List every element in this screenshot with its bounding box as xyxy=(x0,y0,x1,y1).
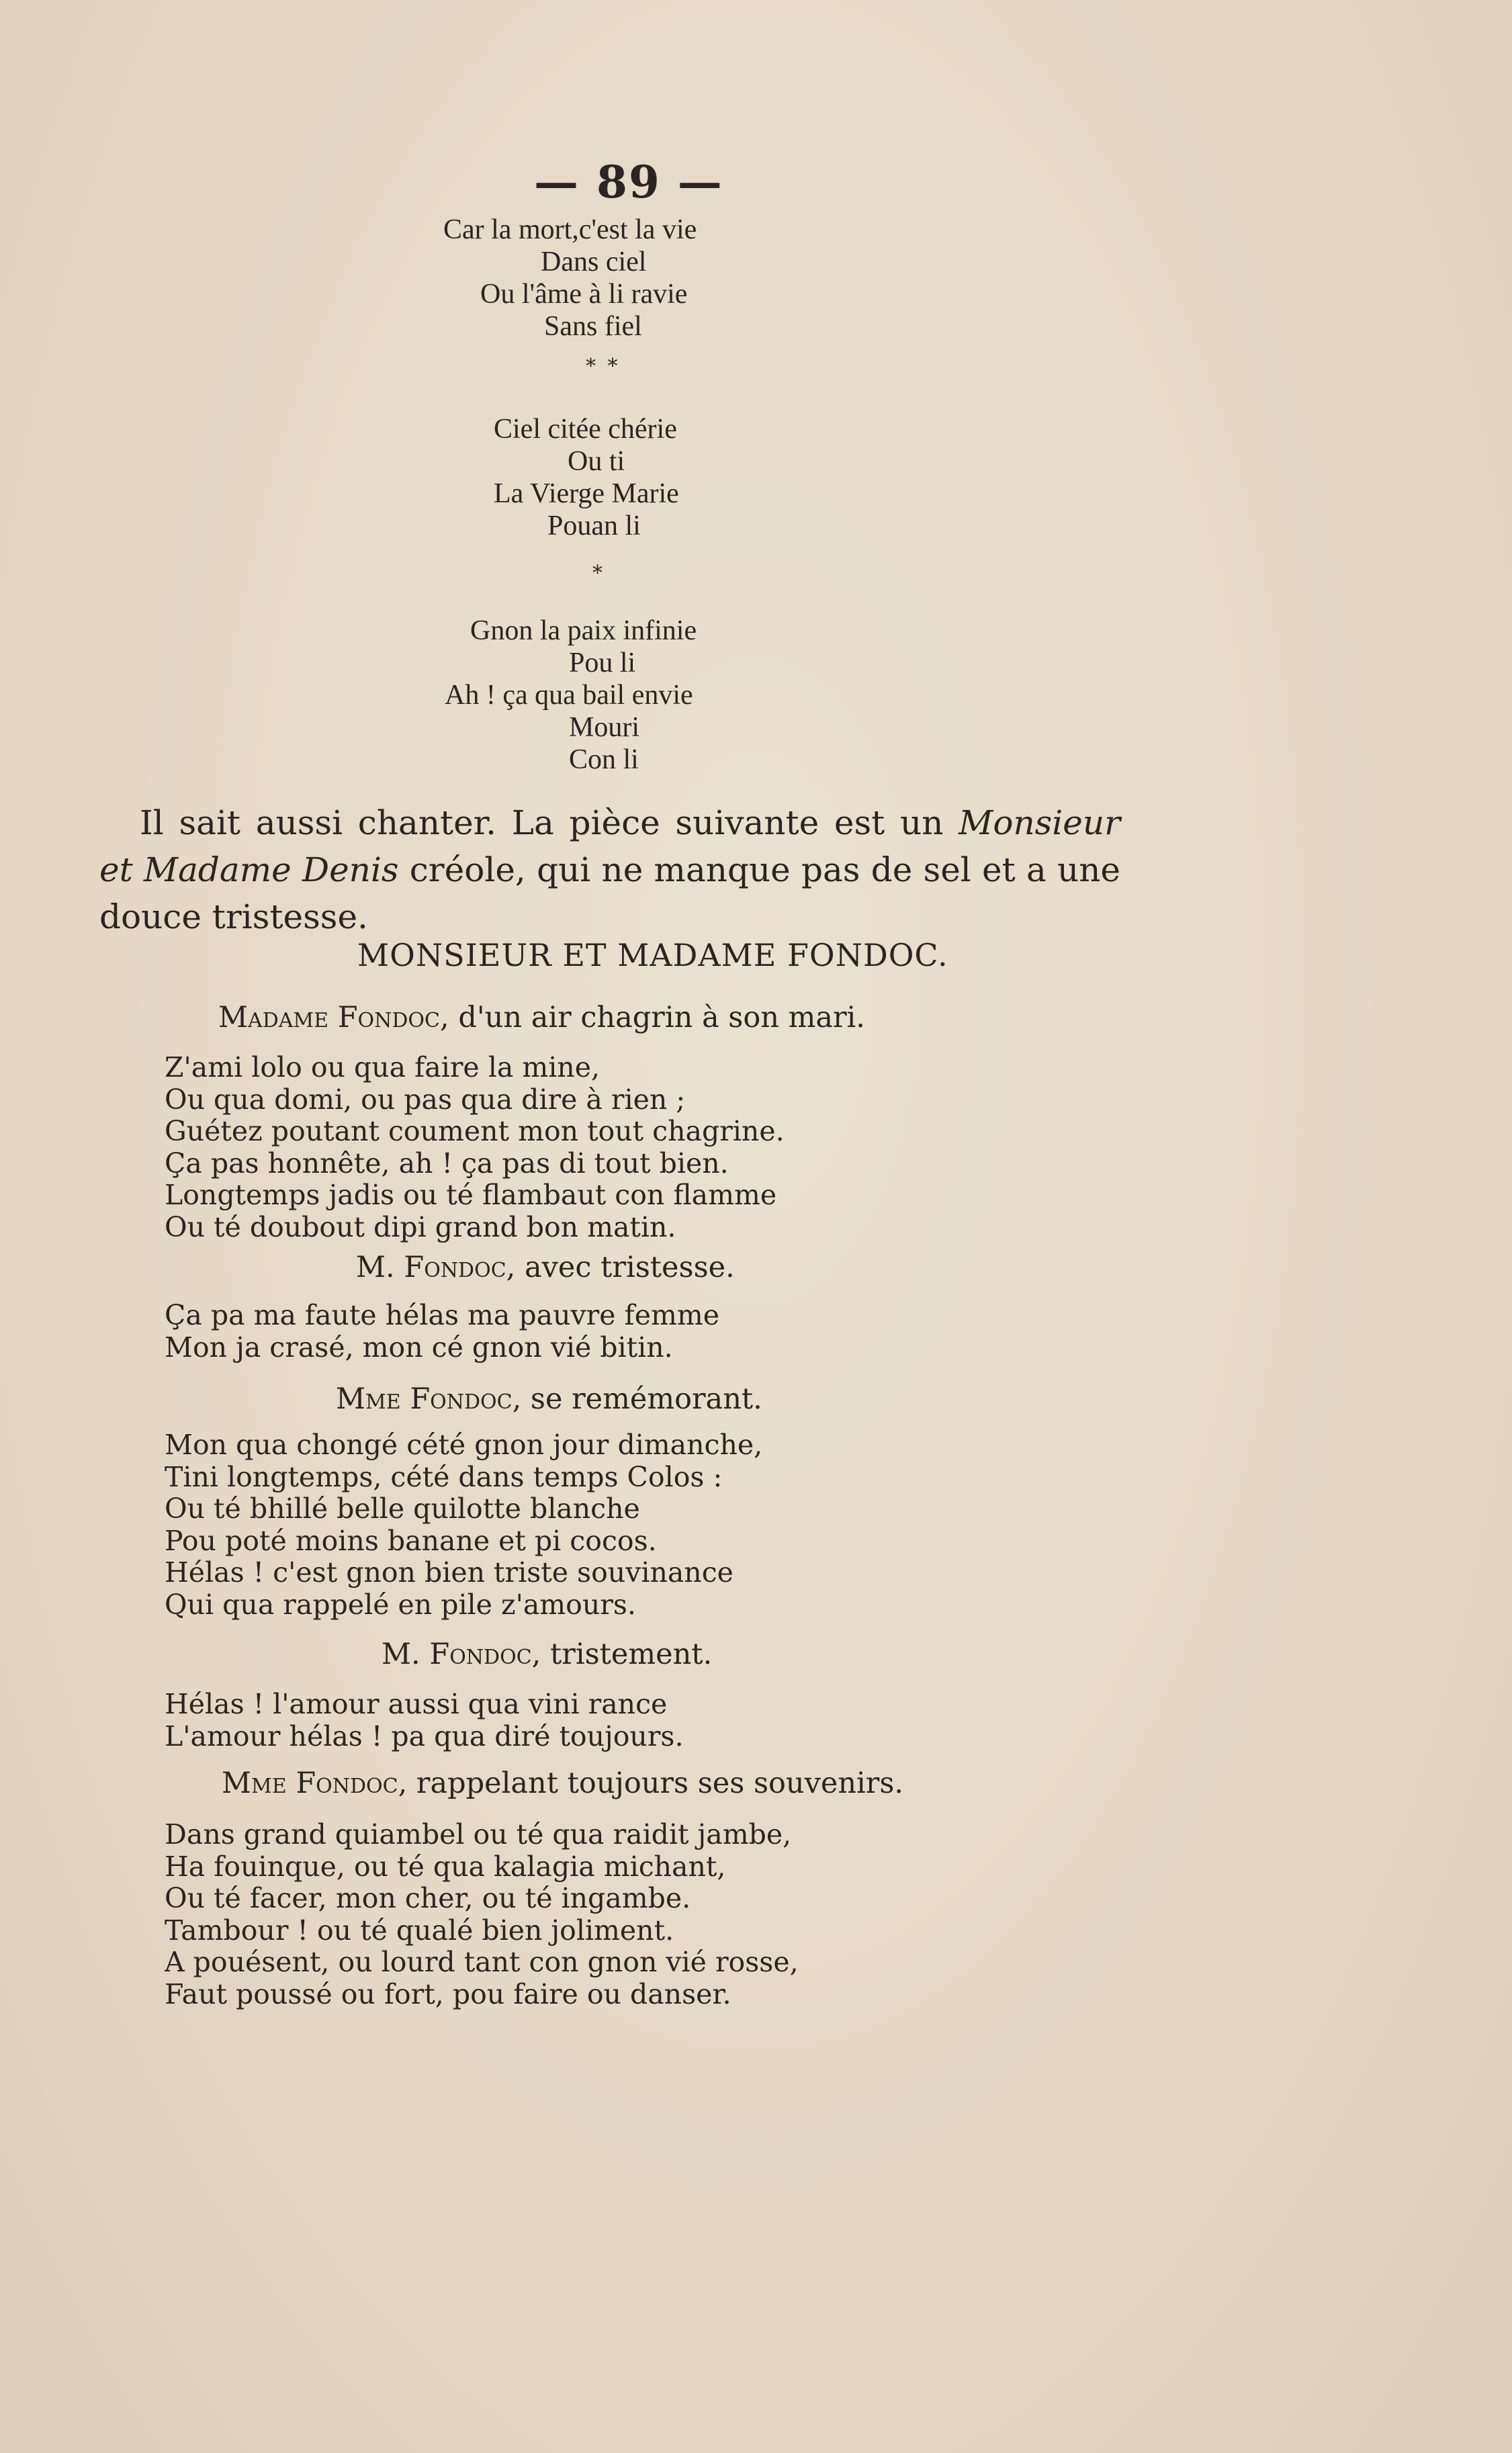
verse-line: L'amour hélas ! pa qua diré toujours. xyxy=(165,1720,684,1752)
verse-block xyxy=(165,1052,785,1243)
stage-direction xyxy=(382,1638,712,1671)
verse-line: Ou qua domi, ou pas qua dire à rien ; xyxy=(165,1083,686,1116)
direction-text: rappelant toujours ses souvenirs. xyxy=(407,1767,904,1800)
poem-line: Ah ! ça qua bail envie xyxy=(445,680,693,711)
poem-line: Pou li xyxy=(569,648,636,678)
stage-direction xyxy=(218,1001,865,1034)
speaker-name: M. Fondoc, xyxy=(382,1638,541,1671)
verse-line: Pou poté moins banane et pi cocos. xyxy=(165,1524,657,1557)
direction-text: se remémorant. xyxy=(521,1382,762,1416)
poem-line: La Vierge Marie xyxy=(494,478,679,509)
verse-line: Mon qua chongé cété gnon jour dimanche, xyxy=(165,1429,763,1461)
verse-line: Ça pa ma faute hélas ma pauvre femme xyxy=(165,1299,719,1331)
poem-line: Con li xyxy=(569,744,639,775)
verse-line: Tini longtemps, cété dans temps Colos : xyxy=(165,1460,723,1493)
verse-block xyxy=(165,1819,799,2010)
stage-direction xyxy=(336,1382,762,1416)
stage-direction xyxy=(222,1767,903,1800)
intro-paragraph xyxy=(99,799,1120,940)
speaker-name: Madame Fondoc, xyxy=(218,1001,449,1034)
verse-line: Ou té bhillé belle quilotte blanche xyxy=(165,1492,640,1525)
poem-line: Ou ti xyxy=(568,446,625,477)
poem-line: Sans fiel xyxy=(544,311,642,342)
direction-text: tristement. xyxy=(541,1638,713,1671)
poem-line: Car la mort,c'est la vie xyxy=(443,214,697,245)
poem-line: Mouri xyxy=(569,712,639,743)
poem-line: Pouan li xyxy=(547,510,641,541)
page-number: — 89 — xyxy=(534,156,723,208)
verse-block xyxy=(165,1689,684,1752)
poem-line: Gnon la paix infinie xyxy=(470,615,697,646)
stanza-separator: * * xyxy=(586,355,621,378)
piece-title: MONSIEUR ET MADAME FONDOC. xyxy=(357,937,948,973)
direction-text: avec tristesse. xyxy=(515,1251,735,1284)
speaker-name: M. Fondoc, xyxy=(356,1251,516,1284)
speaker-name: Mme Fondoc, xyxy=(222,1767,408,1800)
verse-line: Hélas ! l'amour aussi qua vini rance xyxy=(165,1688,668,1720)
stanza-separator: * xyxy=(592,562,605,585)
speaker-name: Mme Fondoc, xyxy=(336,1382,522,1416)
verse-line: Guétez poutant coument mon tout chagrine. xyxy=(165,1115,785,1147)
intro-italic-title: Monsieur et Madame Denis xyxy=(99,803,1120,889)
poem-line: Ciel citée chérie xyxy=(494,414,677,445)
verse-line: Ou té doubout dipi grand bon matin. xyxy=(165,1210,676,1243)
verse-line: Longtemps jadis ou té flambaut con flamme xyxy=(165,1179,777,1211)
stage-direction xyxy=(356,1251,735,1284)
verse-block xyxy=(165,1429,762,1621)
verse-line: Faut poussé ou fort, pou faire ou danser. xyxy=(165,1977,731,2010)
verse-line: Z'ami lolo ou qua faire la mine, xyxy=(165,1051,601,1083)
verse-line: Mon ja crasé, mon cé gnon vié bitin. xyxy=(165,1331,673,1364)
verse-line: Tambour ! ou té qualé bien joliment. xyxy=(165,1914,674,1947)
verse-line: Qui qua rappelé en pile z'amours. xyxy=(165,1588,636,1621)
intro-text: Il sait aussi chanter. La pièce suivante est un xyxy=(140,803,959,842)
verse-block xyxy=(165,1300,719,1364)
intro-text: créole, qui ne manque pas de sel et a une douce tristesse. xyxy=(99,850,1120,936)
poem-stanza-2 xyxy=(494,413,679,542)
verse-line: Hélas ! c'est gnon bien triste souvinance xyxy=(165,1556,733,1589)
poem-line: Dans ciel xyxy=(541,247,647,277)
verse-line: Dans grand quiambel ou té qua raidit jambe, xyxy=(165,1818,792,1850)
verse-line: Ha fouinque, ou té qua kalagia michant, xyxy=(165,1850,726,1883)
verse-line: A pouésent, ou lourd tant con gnon vié rosse, xyxy=(165,1946,799,1978)
direction-text: d'un air chagrin à son mari. xyxy=(449,1001,865,1034)
verse-line: Ça pas honnête, ah ! ça pas di tout bien. xyxy=(165,1147,729,1179)
poem-stanza-1 xyxy=(443,214,697,343)
poem-stanza-3 xyxy=(445,615,697,776)
poem-line: Ou l'âme à li ravie xyxy=(480,279,688,310)
verse-line: Ou té facer, mon cher, ou té ingambe. xyxy=(165,1882,691,1914)
